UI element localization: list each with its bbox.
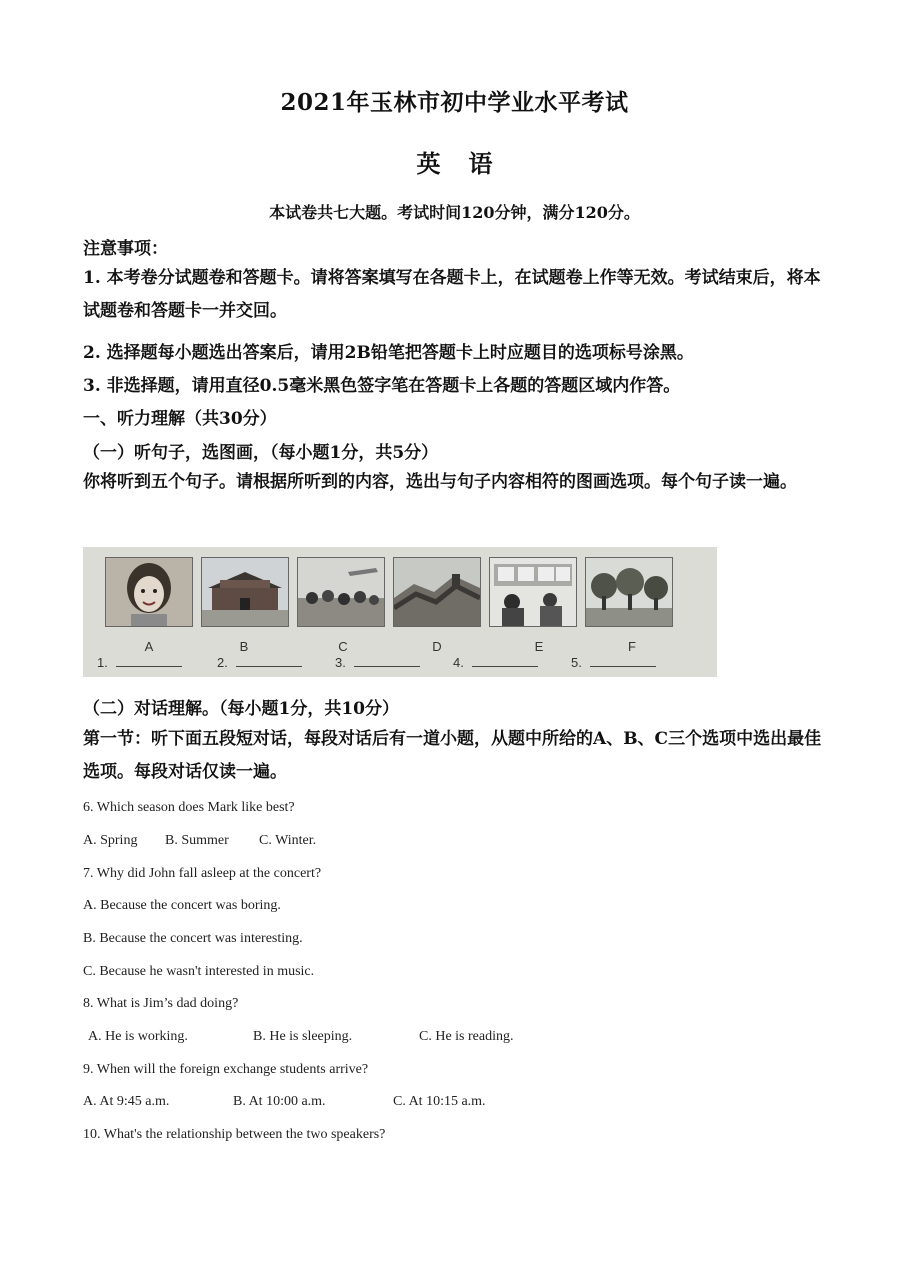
answer-blank-1: 1. — [97, 655, 182, 670]
section1-heading: 一、听力理解（共30分） — [83, 409, 277, 429]
answer-blank-4: 4. — [453, 655, 538, 670]
picture-label-c: C — [338, 639, 348, 654]
notice-item-2: 2. 选择题每小题选出答案后，请用2B铅笔把答题卡上时应题目的选项标号涂黑。 — [83, 343, 694, 363]
part2-instruction: 第一节：听下面五段短对话，每段对话后有一道小题，从题中所给的A、B、C三个选项中选出最佳选项。每段对话仅读一遍。 — [83, 729, 822, 782]
notice-item-3: 3. 非选择题，请用直径0.5毫米黑色签字笔在答题卡上各题的答题区域内作答。 — [83, 376, 681, 396]
answer-blank-5: 5. — [571, 655, 656, 670]
picture-label-f: F — [628, 639, 636, 654]
trees-park-icon — [585, 557, 673, 627]
exam-subject: 英语 — [416, 149, 521, 178]
notice-heading: 注意事项： — [83, 239, 168, 259]
picture-label-e: E — [534, 639, 544, 654]
picture-label-b: B — [239, 639, 249, 654]
girl-portrait-icon — [105, 557, 193, 627]
exam-title: 2021年玉林市初中学业水平考试 — [280, 89, 629, 116]
notice-item-1: 1. 本考卷分试题卷和答题卡。请将答案填写在各题卡上，在试题卷上作等无效。考试结束后，将本试题卷和答题卡一并交回。 — [83, 268, 821, 321]
picture-label-a: A — [144, 639, 154, 654]
bus-interior-icon — [489, 557, 577, 627]
great-wall-icon — [393, 557, 481, 627]
part2-heading: （二）对话理解。（每小题1分，共10分） — [83, 699, 399, 719]
question-8: 8. What is Jim’s dad doing? — [83, 996, 239, 1011]
question-9: 9. When will the foreign exchange students arrive? — [83, 1062, 369, 1077]
question-7-option-b: B. Because the concert was interesting. — [83, 931, 303, 946]
question-7-option-c: C. Because he wasn't interested in music. — [83, 964, 315, 979]
question-6: 6. Which season does Mark like best? — [83, 800, 295, 815]
part1-heading: （一）听句子，选图画，（每小题1分，共5分） — [83, 443, 439, 463]
answer-blank-2: 2. — [217, 655, 302, 670]
question-8-options: A. He is working. B. He is sleeping. C. He is reading. — [88, 1029, 514, 1044]
exam-info: 本试卷共七大题。考试时间120分钟，满分120分。 — [269, 203, 640, 222]
crowd-airport-icon — [297, 557, 385, 627]
question-10: 10. What's the relationship between the two speakers? — [83, 1127, 386, 1142]
question-9-options: A. At 9:45 a.m. B. At 10:00 a.m. C. At 10:15 a.m. — [83, 1094, 486, 1109]
tiananmen-gate-icon — [201, 557, 289, 627]
question-7: 7. Why did John fall asleep at the concert? — [83, 866, 322, 881]
question-7-option-a: A. Because the concert was boring. — [83, 898, 281, 913]
question-6-options: A. Spring B. Summer C. Winter. — [83, 833, 317, 848]
part1-instruction: 你将听到五个句子。请根据所听到的内容，选出与句子内容相符的图画选项。每个句子读一遍。 — [83, 472, 797, 492]
answer-blank-3: 3. — [335, 655, 420, 670]
picture-strip — [83, 547, 717, 677]
picture-label-d: D — [432, 639, 442, 654]
